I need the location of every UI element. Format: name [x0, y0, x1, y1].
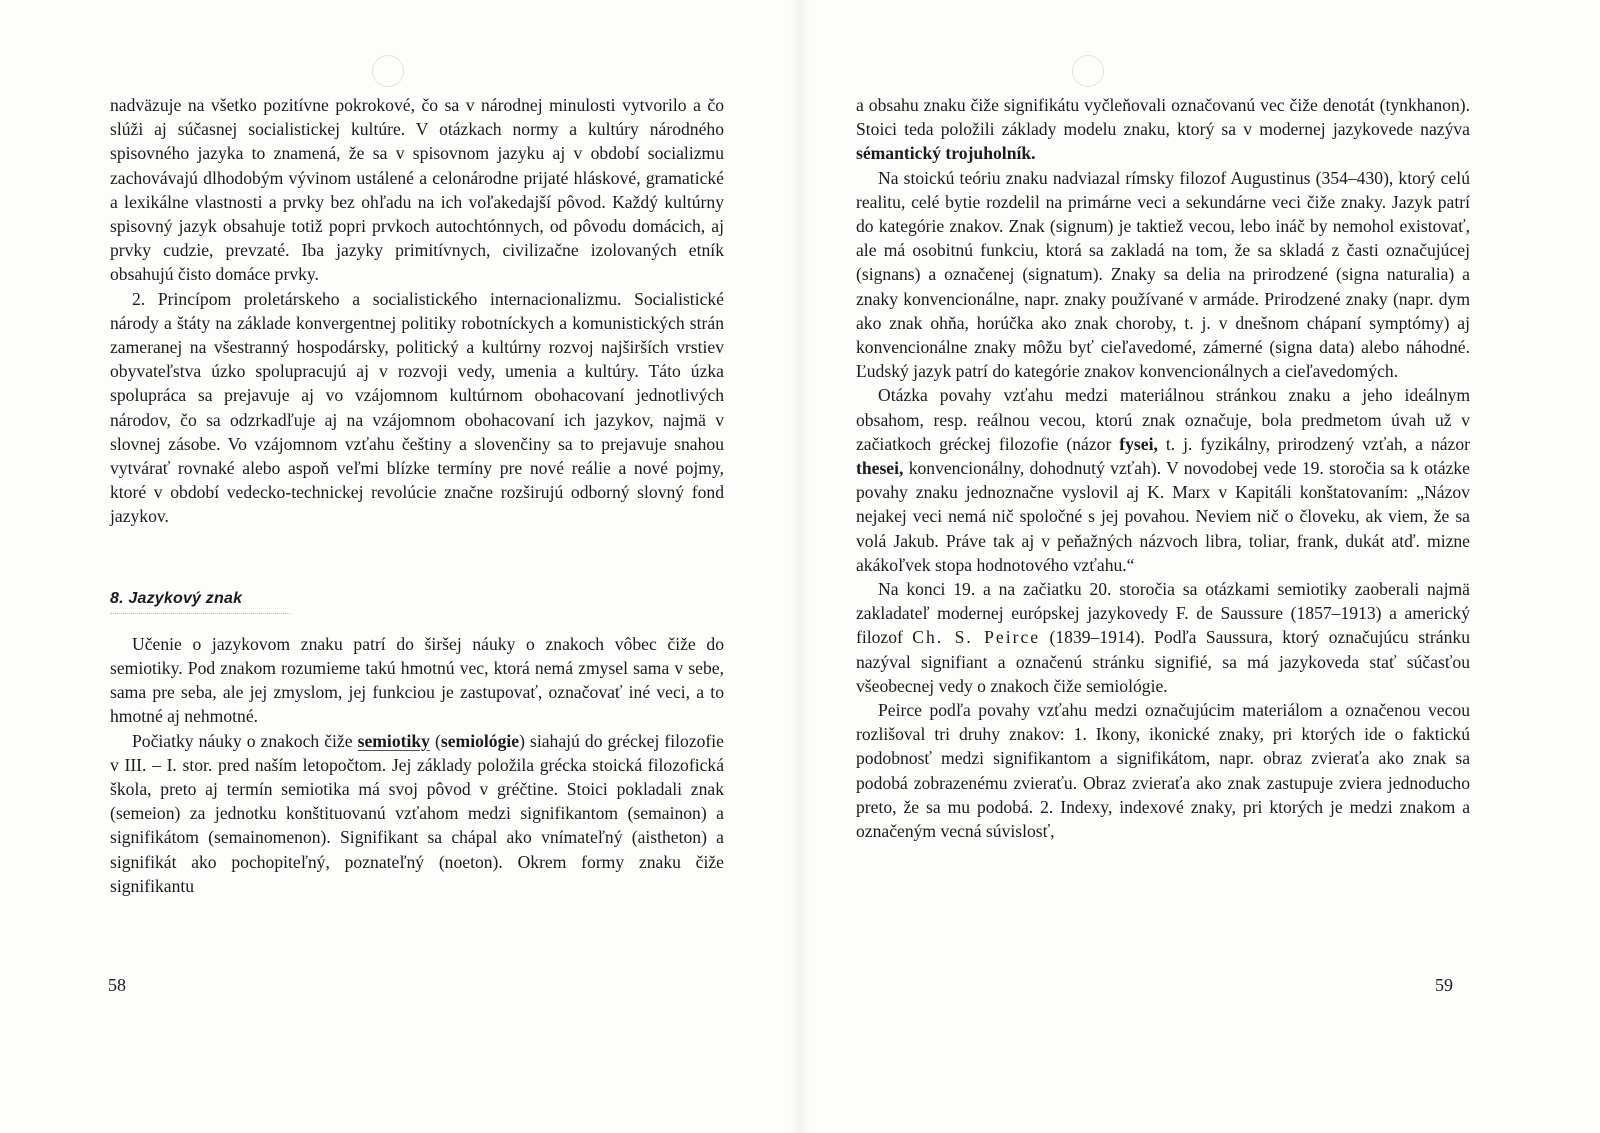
right-text-column: [856, 93, 1470, 843]
text-run: Počiatky náuky o znakoch čiže: [132, 730, 358, 751]
paragraph: 2. Princípom proletárskeho a socialistického internacionalizmu. Socialistické národy a štáty na základe konvergentnej politiky robotníckych a komunistických strán zameranej na všestranný hospodársky, politický a kultúrny rozvoj najširších vrstiev obyvateľstva úzko spolupracujú aj v rozvoji vedy, umenia a kultúry. Táto úzka spolupráca sa prejavuje aj vo vzájomnom kultúrnom obohacovaní jednotlivých národov, čo sa odzrkadľuje aj na vzájomnom obohacovaní ich jazykov, najmä v slovnej zásobe. Vo vzájomnom vzťahu češtiny a slovenčiny sa to prejavuje snahou vytvárať rovnaké alebo aspoň veľmi blízke termíny pre nové reálie a nové pojmy, ktoré v období vedecko-technickej revolúcie značne rozširujú odborný slovný fond jazykov.: [110, 288, 724, 527]
text-run: t. j. fyzikálny, prirodzený vzťah, a názor: [1157, 433, 1470, 454]
text-run: Otázka povahy vzťahu medzi materiálnou stránkou znaku a jeho ideálnym obsahom, resp. reálnou vecou, ktorú znak označuje, bola predmetom úvah už v začiatkoch gréckej filozofie (názor: [856, 385, 1470, 454]
paragraph: nadväzuje na všetko pozitívne pokrokové, čo sa v národnej minulosti vytvorilo a čo slúži aj súčasnej socialistickej kultúre. V otázkach normy a kultúry národného spisovného jazyka to znamená, že sa v spisovnom jazyku aj v období socializmu zachovávajú dlhodobým vývinom ustálené a celonárodne prijaté hláskové, gramatické a lexikálne vlastnosti a prvky bez ohľadu na ich voľakedajší pôvod. Každý kultúrny spisovný jazyk obsahuje totiž popri prvkoch autochtónnych, od pôvodu domácich, aj prvky cudzie, prevzaté. Iba jazyky primitívnych, civilizačne izolovaných etník obsahujú čisto domáce prvky.: [110, 95, 724, 285]
heading-rule: [110, 613, 290, 614]
left-text-column: [110, 93, 724, 898]
text-run: konvencionálny, dohodnutý vzťah). V novodobej vede 19. storočia sa k otázke povahy znaku jednoznačne vyslovil aj K. Marx v Kapitáli konštatovaním: „Názov nejakej veci nemá nič spoločné s jej povahou. Neviem nič o človeku, ak viem, že sa volá Jakub. Práve tak aj v peňažných názvoch libra, toliar, frank, dukát atď. mizne akákoľvek stopa hodnotového vzťahu.“: [856, 458, 1470, 575]
bold-term: semiológie: [440, 730, 520, 751]
text-run: (1839–1914). Podľa Saussura, ktorý označujúcu stránku nazýval signifiant a označenú stránku signifié, sa má jazykoveda stať súčasťou všeobecnej vedy o znakoch čiže semiológie.: [856, 627, 1470, 696]
section-heading-text: 8. Jazykový znak: [110, 589, 243, 607]
text-run: a obsahu znaku čiže signifikátu vyčleňovali označovanú vec čiže denotát (tynkhanon). Stoici teda položili základy modelu znaku, ktorý sa v modernej jazykovede nazýva: [856, 95, 1470, 140]
bold-term: thesei,: [856, 458, 904, 479]
paragraph: Na stoickú teóriu znaku nadviazal rímsky filozof Augustinus (354–430), ktorý celú realitu, celé bytie rozdelil na primárne veci a sekundárne veci čiže znaky. Jazyk patrí do kategórie znakov. Znak (signum) je taktiež vecou, lebo ináč by nemohol existovať, ale má osobitnú funkciu, ktorá sa zakladá na tom, že sa skladá z časti označujúcej (signans) a označenej (signatum). Znaky sa delia na prirodzené (signa naturalia) a znaky konvencionálne, napr. znaky používané v armáde. Prirodzené znaky (napr. dym ako znak ohňa, horúčka ako znak choroby, t. j. v dnešnom chápaní symptómy) aj konvencionálne znaky môžu byť cieľavedomé, zámerné (signa data) alebo náhodné. Ľudský jazyk patrí do kategórie znakov konvencionálnych a cieľavedomých.: [856, 167, 1470, 382]
text-run: Učenie o jazykovom znaku patrí do širšej náuky o znakoch vôbec čiže do semiotiky. Pod znakom rozumieme takú hmotnú vec, ktorá nemá zmysel sama v sebe, sama pre seba, ale jej zmyslom, jej funkciou je zastupovať, označovať iné veci, a to hmotné aj nehmotné.: [110, 633, 724, 727]
faint-stamp-mark: [372, 55, 404, 87]
bold-term: sémantický trojuholník.: [856, 143, 1036, 164]
paragraph: [856, 577, 1470, 698]
book-gutter: [790, 0, 810, 1133]
spaced-name: Ch. S. Peirce: [912, 627, 1041, 648]
text-run: Na konci 19. a na začiatku 20. storočia sa otázkami semiotiky zaoberali najmä zakladateľ modernej európskej jazykovedy F. de Saussure (1857–1913) a americký filozof: [856, 579, 1470, 648]
left-page: [0, 0, 790, 1133]
page-number: 58: [108, 975, 126, 995]
paragraph: [856, 93, 1470, 166]
page-number: 59: [1435, 975, 1453, 995]
paragraph: [110, 632, 724, 729]
paragraph: Peirce podľa povahy vzťahu medzi označujúcim materiálom a označenou vecou rozlišoval tri druhy znakov: 1. Ikony, ikonické znaky, pri ktorých ide o faktickú podobnosť medzi signifikantom a signifikátom, napr. obraz zvieraťa ako znak sa podobá zobrazenému zvieraťu. Obraz zvieraťa ako znak zastupuje zviera jednoducho preto, že sa mu podobá. 2. Indexy, indexové znaky, pri ktorých je medzi znakom a označeným vecná súvislosť,: [856, 700, 1470, 842]
text-run: ) siahajú do gréckej filozofie v III. – I. stor. pred naším letopočtom. Jej základy položila grécka stoická filozofická škola, preto aj termín semiotika má svoj pôvod v gréčtine. Stoici pokladali znak (semeion) za jednotku konštituovanú vzťahom medzi signifikantom (semainon) a signifikátom (semainomenon). Signifikant sa chápal ako vnímateľný (aistheton) a signifikát ako pochopiteľný, poznateľný (noeton). Okrem formy znaku čiže signifikantu: [110, 730, 724, 896]
section-heading: [110, 587, 724, 614]
right-page: [810, 0, 1600, 1133]
paragraph: [856, 383, 1470, 577]
faint-stamp-mark: [1072, 55, 1104, 87]
bold-term: fysei,: [1119, 433, 1158, 454]
bold-term: semiotiky: [357, 730, 430, 751]
paragraph: [110, 729, 724, 898]
text-run: (: [429, 730, 441, 751]
